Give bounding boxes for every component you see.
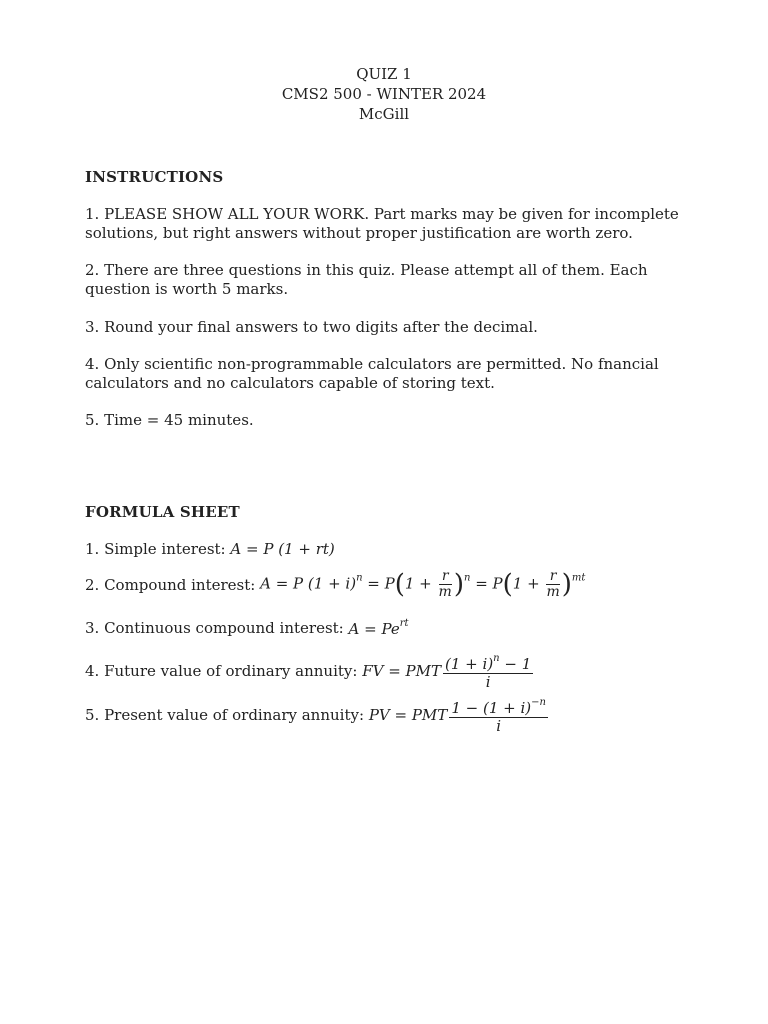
formula-simple-interest xyxy=(85,540,335,558)
formula-fraction: $\frac{(1 + i)^n - 1}{i}$ xyxy=(443,650,533,691)
formula-compound-interest xyxy=(85,569,585,600)
formula-present-value-annuity xyxy=(85,694,550,735)
institution: McGill xyxy=(358,105,410,123)
formula-label: 5. Present value of ordinary annuity: xyxy=(85,705,365,724)
instructions-heading: INSTRUCTIONS xyxy=(85,168,224,186)
formula-continuous-interest xyxy=(85,618,409,638)
formula-expression: A = P $(1 + i)^n = P(1$ + $\frac{r}{m}$ )$^n$ = P(1 + $\frac{r}{m}$ )$^{mt}$ xyxy=(260,568,586,600)
instruction-item: 5. Time = 45 minutes. xyxy=(85,411,254,429)
document-header xyxy=(0,64,768,124)
formula-expression: A = P (1 + rt) xyxy=(230,540,335,558)
formula-expression: $A = Pe^{rt}$ xyxy=(348,618,409,638)
formula-label: 3. Continuous compound interest: xyxy=(85,619,344,637)
formula-lhs: PV = PMT xyxy=(368,705,448,724)
formula-future-value-annuity xyxy=(85,650,535,691)
formula-label: 4. Future value of ordinary annuity: xyxy=(85,661,358,680)
quiz-title: QUIZ 1 xyxy=(356,65,412,83)
formula-lhs: FV = PMT xyxy=(362,661,442,680)
formula-label: 1. Simple interest: xyxy=(85,540,226,558)
instruction-item: 3. Round your final answers to two digits after the decimal. xyxy=(85,318,538,336)
formula-label: 2. Compound interest: xyxy=(85,575,256,594)
instruction-item: 4. Only scientific non-programmable calculators are permitted. No fnancial calculators and no calculators capable of storing text. xyxy=(85,355,659,392)
formula-sheet-heading: FORMULA SHEET xyxy=(85,503,240,521)
instruction-item: 2. There are three questions in this quiz. Please attempt all of them. Each question is worth 5 marks. xyxy=(85,261,648,298)
course-term: CMS2 500 - WINTER 2024 xyxy=(281,85,487,103)
instruction-item: 1. PLEASE SHOW ALL YOUR WORK. Part marks may be given for incomplete solutions, but right answers without proper justification are worth zero. xyxy=(85,205,679,242)
formula-fraction: $\frac{1 - (1 + i)^{-n}}{i}$ xyxy=(449,694,548,735)
